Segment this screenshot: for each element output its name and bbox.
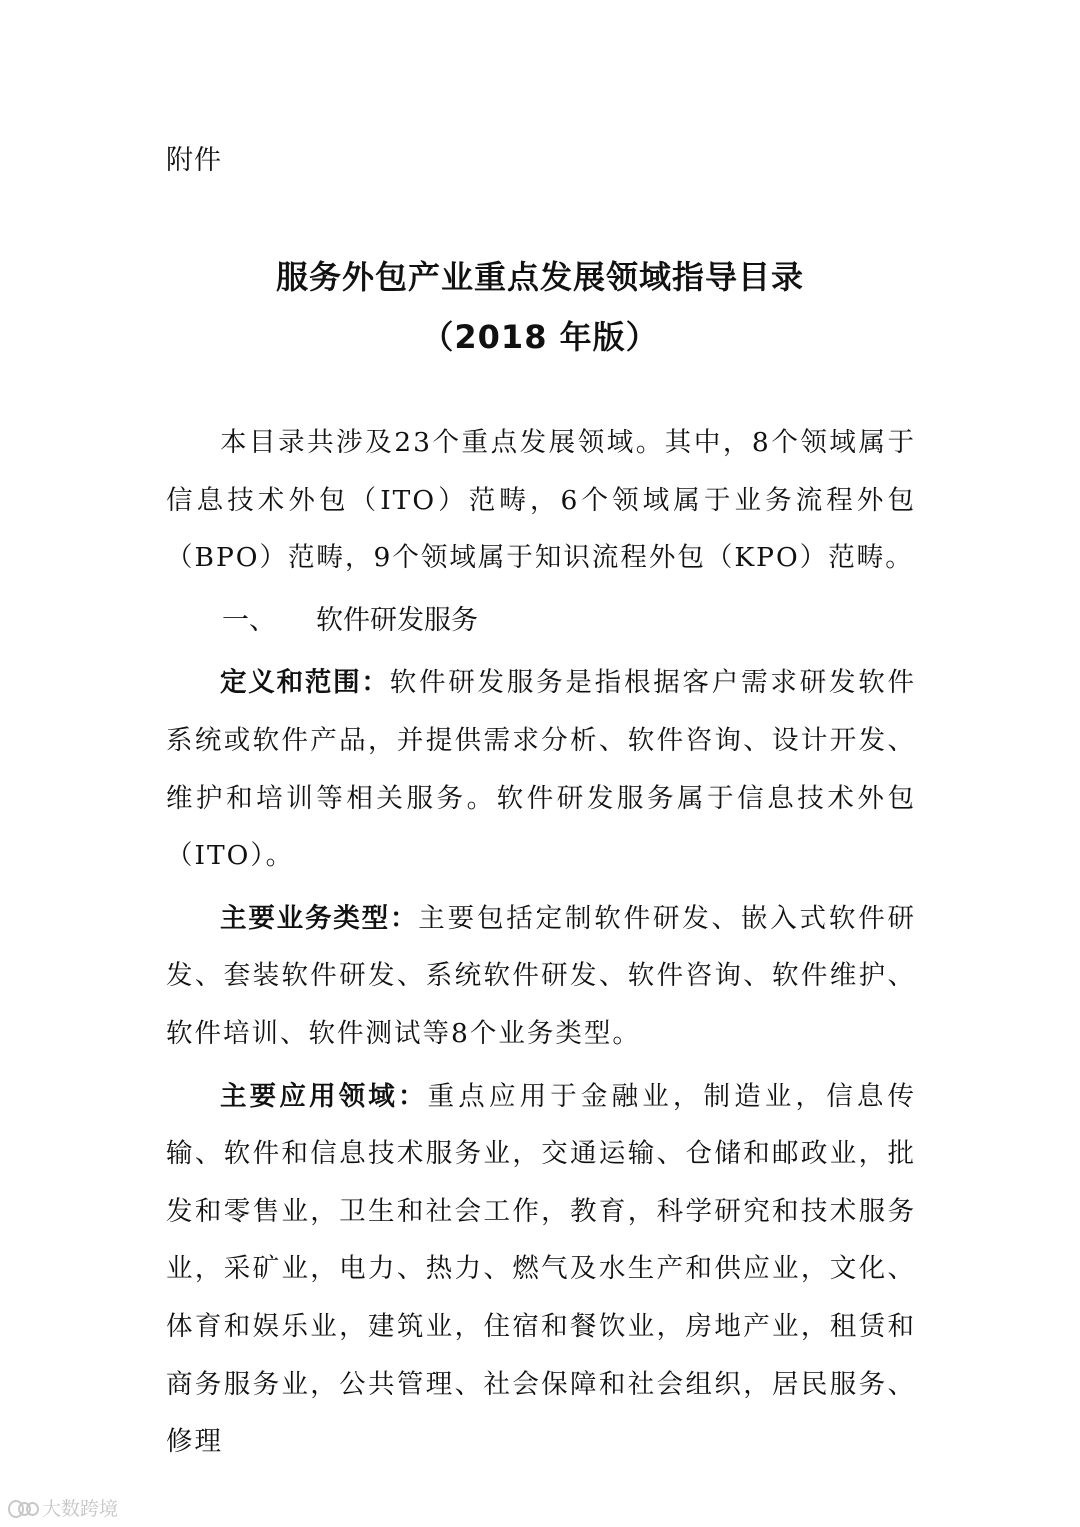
application-label: 主要应用领域： <box>220 1080 428 1112</box>
watermark <box>8 1494 118 1521</box>
document-subtitle: （2018 年版） <box>421 318 659 356</box>
document-body <box>166 414 916 1471</box>
definition-paragraph <box>166 654 916 884</box>
application-paragraph <box>166 1068 916 1471</box>
business-types-paragraph <box>166 890 916 1063</box>
definition-text: 软件研发服务是指根据客户需求研发软件系统或软件产品，并提供需求分析、软件咨询、设计开发、维护和培训等相关服务。软件研发服务属于信息技术外包（ITO）。 <box>166 667 917 872</box>
attachment-label: 附件 <box>166 145 222 176</box>
section-number: 一、 <box>222 604 276 636</box>
watermark-logo-icon <box>8 1498 38 1518</box>
business-types-label: 主要业务类型： <box>220 902 419 934</box>
application-text: 重点应用于金融业，制造业，信息传输、软件和信息技术服务业，交通运输、仓储和邮政业，批发和零售业，卫生和社会工作，教育，科学研究和技术服务业，采矿业，电力、热力、燃气及水生产和供应业，文化、体育和娱乐业，建筑业，住宿和餐饮业，房地产业，租赁和商务服务业，公共管理、社会保障和社会组织，居民服务、修理 <box>166 1080 917 1458</box>
watermark-text: 大数跨境 <box>42 1498 119 1520</box>
section-title: 软件研发服务 <box>316 604 478 636</box>
business-types-text: 主要包括定制软件研发、嵌入式软件研发、套装软件研发、系统软件研发、软件咨询、软件维护、软件培训、软件测试等8个业务类型。 <box>166 902 917 1049</box>
document-title: 服务外包产业重点发展领域指导目录 <box>275 258 804 296</box>
section-heading <box>166 592 916 650</box>
intro-paragraph: 本目录共涉及23个重点发展领域。其中，8个领域属于信息技术外包（ITO）范畴，6个领域属于业务流程外包（BPO）范畴，9个领域属于知识流程外包（KPO）范畴。 <box>166 427 916 574</box>
definition-label: 定义和范围： <box>220 667 390 699</box>
